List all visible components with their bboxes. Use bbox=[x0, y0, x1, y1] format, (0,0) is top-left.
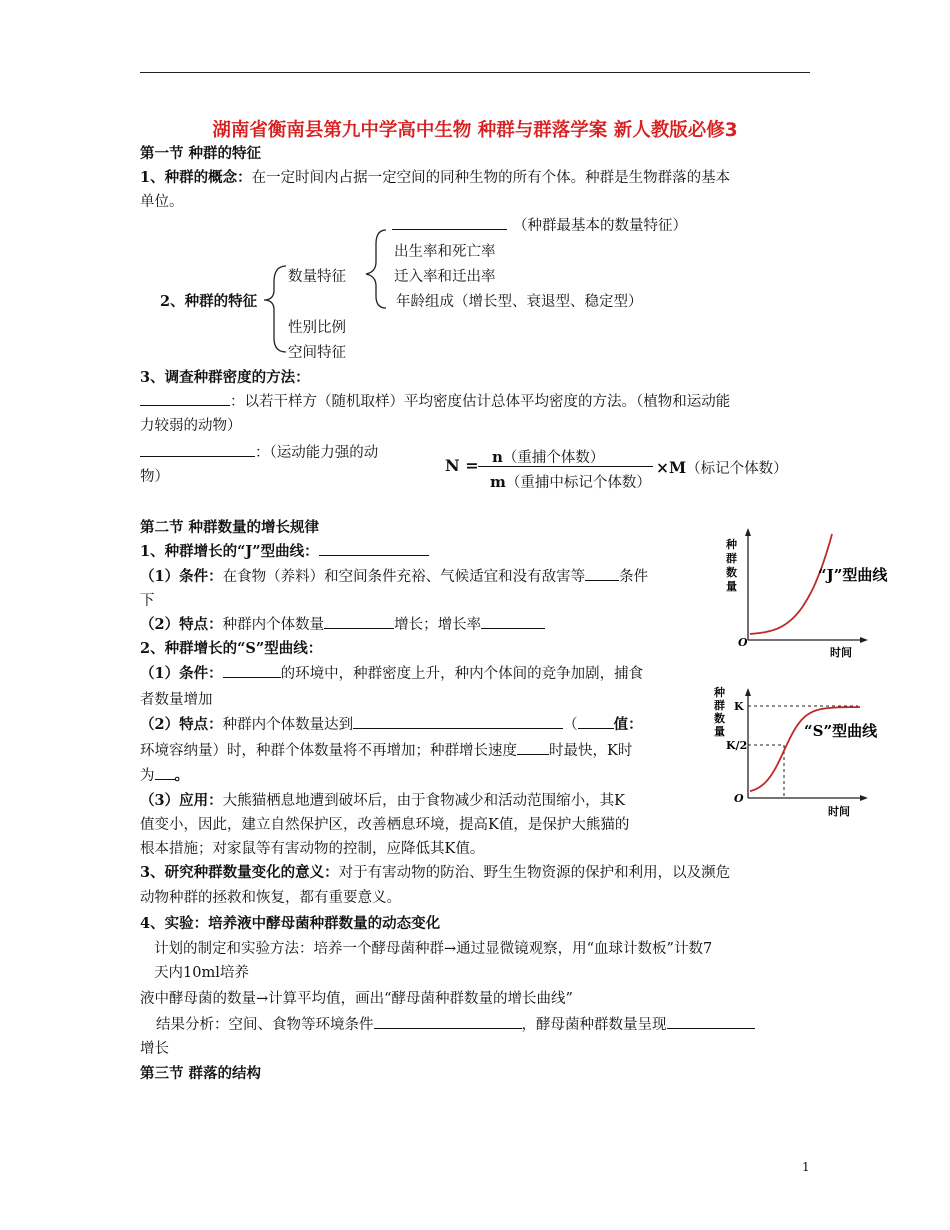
j-ylabel-4: 量 bbox=[726, 580, 737, 593]
concept-label: 1、种群的概念： bbox=[140, 169, 252, 186]
experiment-result-row bbox=[156, 1013, 755, 1034]
quadrat-blank bbox=[140, 391, 230, 406]
document-title: 湖南省衡南县第九中学高中生物 种群与群落学案 新人教版必修3 bbox=[212, 120, 738, 141]
formula-n-note: （重捕个体数） bbox=[502, 450, 605, 466]
population-features-root: 2、种群的特征 bbox=[160, 293, 258, 310]
density-blank bbox=[392, 215, 507, 230]
experiment-line3: 液中酵母菌的数量→计算平均值，画出“酵母菌种群数量的增长曲线” bbox=[140, 991, 573, 1007]
quadrat-method-row bbox=[140, 390, 730, 411]
mark-recapture-blank bbox=[140, 442, 255, 457]
s-k-growth-blank bbox=[155, 765, 175, 780]
s-xlabel: 时间 bbox=[828, 805, 850, 818]
j-origin: O bbox=[738, 636, 748, 649]
s-feature-paren: （ bbox=[563, 717, 578, 733]
j-feature-text-b: 增长；增长率 bbox=[394, 617, 482, 633]
formula-m: m bbox=[490, 473, 506, 491]
experiment-line1: 计划的制定和实验方法：培养一个酵母菌种群→通过显微镜观察，用“血球计数板”计数7 bbox=[154, 941, 713, 957]
formula-M: ×M bbox=[656, 458, 687, 477]
result-blank-1 bbox=[374, 1014, 522, 1029]
mark-recapture-text-cont: 物） bbox=[140, 469, 169, 485]
birth-death-rate: 出生率和死亡率 bbox=[394, 244, 496, 260]
j-ylabel-1: 种 bbox=[726, 538, 737, 551]
experiment-heading: 4、实验：培养液中酵母菌种群数量的动态变化 bbox=[140, 915, 441, 932]
j-condition-label: （1）条件： bbox=[140, 568, 223, 585]
j-feature-text-a: 种群内个体数量 bbox=[222, 617, 325, 633]
s-k2-label: K/2 bbox=[726, 739, 748, 752]
s-application-line2: 值变小，因此，建立自然保护区，改善栖息环境，提高K值，是保护大熊猫的 bbox=[140, 817, 630, 833]
s-ylabel-2: 群 bbox=[714, 699, 725, 712]
concept-text-cont: 单位。 bbox=[140, 194, 184, 210]
s-condition-blank bbox=[223, 663, 281, 678]
formula-times bbox=[656, 457, 788, 478]
s-application-row bbox=[140, 789, 625, 810]
density-note: （种群最基本的数量特征） bbox=[513, 218, 687, 234]
formula-numerator bbox=[492, 446, 604, 467]
concept-paragraph bbox=[140, 166, 730, 187]
s-origin: O bbox=[734, 792, 744, 805]
outer-brace bbox=[264, 266, 286, 352]
s-condition-row bbox=[140, 662, 643, 683]
s-feature-row bbox=[140, 713, 643, 734]
brace-lines bbox=[260, 226, 390, 366]
quantity-features: 数量特征 bbox=[288, 269, 346, 285]
j-feature-row bbox=[140, 613, 545, 634]
experiment-line2: 天内10ml培养 bbox=[154, 965, 249, 981]
s-feature-text: 种群内个体数量达到 bbox=[222, 717, 354, 733]
formula-lhs: N = bbox=[445, 456, 479, 475]
s-speed-blank bbox=[517, 740, 549, 755]
mark-recapture-text: ：（运动能力强的动 bbox=[255, 445, 379, 461]
s-curve-chart bbox=[712, 684, 902, 824]
formula-M-note: （标记个体数） bbox=[686, 461, 788, 477]
s-curve-label: “S”型曲线 bbox=[804, 722, 878, 740]
section2-heading: 第二节 种群数量的增长规律 bbox=[140, 519, 320, 536]
j-ylabel-3: 数 bbox=[726, 566, 737, 579]
experiment-result-cont: 增长 bbox=[140, 1041, 169, 1057]
formula-n: n bbox=[492, 448, 503, 466]
inner-brace bbox=[366, 230, 386, 308]
s-x-arrow bbox=[860, 795, 868, 801]
s-condition-cont: 者数量增加 bbox=[140, 692, 213, 708]
s-feature-blank bbox=[353, 714, 563, 729]
j-ylabel-2: 群 bbox=[726, 552, 737, 565]
j-feature-label: （2）特点： bbox=[140, 616, 223, 633]
s-condition-text: 的环境中，种群密度上升，种内个体间的竞争加剧，捕食 bbox=[280, 666, 644, 682]
s-ylabel-4: 量 bbox=[714, 725, 725, 738]
s-feature-line2 bbox=[140, 739, 632, 760]
j-xlabel: 时间 bbox=[830, 646, 852, 659]
j-feature-blank-2 bbox=[481, 614, 545, 629]
concept-text: 在一定时间内占据一定空间的同种生物的所有个体。种群是生物群落的基本 bbox=[251, 170, 731, 186]
section3-heading: 第三节 群落的结构 bbox=[140, 1065, 262, 1082]
j-curve-label: “J”型曲线 bbox=[818, 566, 888, 584]
density-methods-label: 3、调查种群密度的方法： bbox=[140, 369, 310, 386]
s-k-label: K bbox=[734, 700, 744, 713]
quadrat-text-cont: 力较弱的动物） bbox=[140, 418, 242, 434]
j-condition-text: 在食物（养料）和空间条件充裕、气候适宜和没有敌害等 bbox=[222, 569, 586, 585]
sex-ratio: 性别比例 bbox=[288, 320, 346, 336]
j-curve-chart bbox=[722, 522, 902, 662]
s-ylabel-3: 数 bbox=[714, 712, 725, 725]
s-feature-line3-end: 。 bbox=[174, 767, 189, 784]
j-condition-cont: 下 bbox=[140, 593, 155, 609]
formula-fraction-bar bbox=[478, 466, 653, 467]
significance-row bbox=[140, 861, 730, 882]
migration-rate: 迁入率和迁出率 bbox=[394, 269, 496, 285]
j-feature-blank-1 bbox=[324, 614, 394, 629]
result-text-b: ，酵母菌种群数量呈现 bbox=[521, 1017, 667, 1033]
s-curve-label: 2、种群增长的“S”型曲线： bbox=[140, 640, 323, 657]
section1-heading: 第一节 种群的特征 bbox=[140, 145, 262, 162]
header-rule bbox=[140, 72, 810, 73]
significance-text: 对于有害动物的防治、野生生物资源的保护和利用，以及濒危 bbox=[338, 865, 731, 881]
j-condition-end: 条件 bbox=[619, 569, 649, 585]
s-curve bbox=[750, 707, 860, 791]
s-ylabel-1: 种 bbox=[714, 686, 725, 699]
spatial-features: 空间特征 bbox=[288, 345, 346, 361]
formula-m-note: （重捕中标记个体数） bbox=[505, 475, 651, 491]
mark-recapture-row bbox=[140, 441, 378, 462]
formula-denominator bbox=[490, 471, 651, 492]
j-curve-blank bbox=[319, 541, 429, 556]
s-feature-label: （2）特点： bbox=[140, 716, 223, 733]
age-structure: 年龄组成（增长型、衰退型、稳定型） bbox=[396, 294, 643, 310]
j-x-arrow bbox=[860, 637, 868, 643]
page-number: 1 bbox=[802, 1160, 810, 1174]
s-feature-line2-text: 环境容纳量）时，种群个体数量将不再增加；种群增长速度 bbox=[140, 743, 517, 759]
s-k-blank bbox=[578, 714, 614, 729]
quadrat-text: ：以若干样方（随机取样）平均密度估计总体平均密度的方法。（植物和运动能 bbox=[230, 394, 731, 410]
j-y-arrow bbox=[745, 528, 751, 536]
s-condition-label: （1）条件： bbox=[140, 665, 223, 682]
s-application-line3: 根本措施；对家鼠等有害动物的控制，应降低其K值。 bbox=[140, 841, 485, 857]
j-condition-blank bbox=[585, 566, 619, 581]
density-blank-row bbox=[392, 214, 687, 235]
result-blank-2 bbox=[667, 1014, 755, 1029]
significance-cont: 动物种群的拯救和恢复，都有重要意义。 bbox=[140, 890, 401, 906]
s-application-label: （3）应用： bbox=[140, 792, 223, 809]
s-y-arrow bbox=[745, 688, 751, 696]
significance-label: 3、研究种群数量变化的意义： bbox=[140, 864, 339, 881]
s-feature-line3-text: 为 bbox=[140, 768, 155, 784]
j-curve bbox=[750, 534, 832, 634]
j-curve-label: 1、种群增长的“J”型曲线： bbox=[140, 543, 319, 560]
s-application-text: 大熊猫栖息地遭到破坏后，由于食物减少和活动范围缩小，其K bbox=[222, 793, 625, 809]
s-feature-line3 bbox=[140, 764, 189, 785]
j-condition-row bbox=[140, 565, 648, 586]
s-feature-line2-end: 时最快，K时 bbox=[549, 743, 633, 759]
s-feature-value: 值： bbox=[613, 716, 643, 733]
j-curve-label-row bbox=[140, 540, 429, 561]
result-text-a: 结果分析：空间、食物等环境条件 bbox=[156, 1017, 374, 1033]
